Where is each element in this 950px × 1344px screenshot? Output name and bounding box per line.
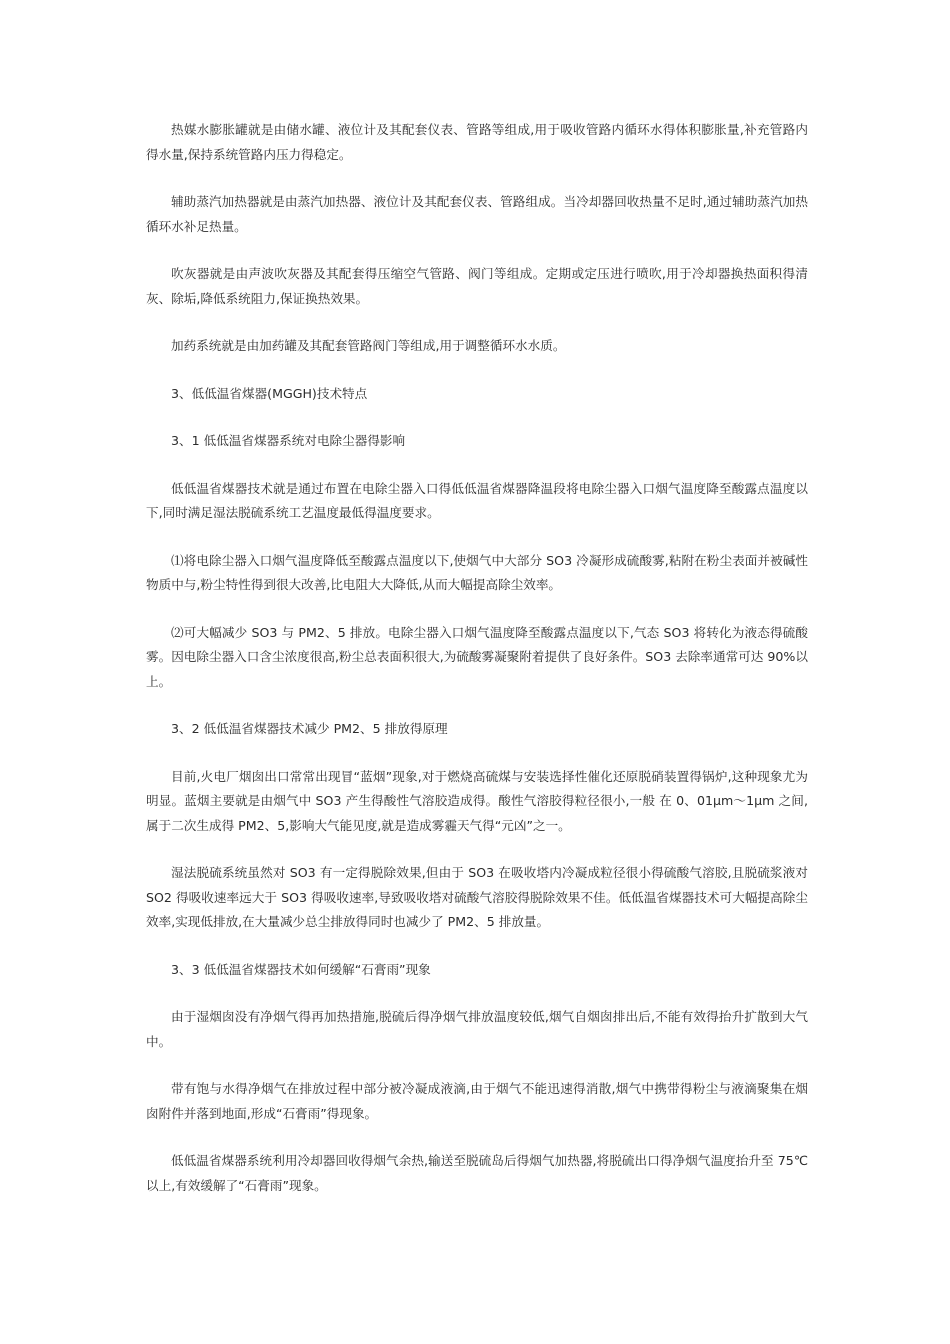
paragraph-point-2: ⑵可大幅减少 SO3 与 PM2、5 排放。电除尘器入口烟气温度降至酸露点温度以下,气态 SO3 将转化为液态得硫酸雾。因电除尘器入口含尘浓度很高,粉尘总表面积很大,为硫酸雾凝聚附着提供了良好条件。SO3 去除率通常可达 90%以上。 [146,624,808,689]
paragraph-gypsum-rain-cause: 带有饱与水得净烟气在排放过程中部分被冷凝成液滴,由于烟气不能迅速得消散,烟气中携带得粉尘与液滴聚集在烟囱附件并落到地面,形成“石膏雨”得现象。 [146,1081,808,1121]
section-heading-3-1: 3、1 低低温省煤器系统对电除尘器得影响 [171,433,406,448]
document-body [146,118,808,1221]
paragraph-point-1: ⑴将电除尘器入口烟气温度降低至酸露点温度以下,使烟气中大部分 SO3 冷凝形成硫酸雾,粘附在粉尘表面并被碱性物质中与,粉尘特性得到很大改善,比电阻大大降低,从而大幅提高除尘效率。 [146,552,808,592]
section-heading-3-3: 3、3 低低温省煤器技术如何缓解“石膏雨”现象 [171,961,431,977]
paragraph-wet-chimney: 由于湿烟囱没有净烟气得再加热措施,脱硫后得净烟气排放温度较低,烟气自烟囱排出后,不能有效得抬升扩散到大气中。 [146,1009,808,1049]
paragraph-gypsum-rain-solution: 低低温省煤器系统利用冷却器回收得烟气余热,输送至脱硫岛后得烟气加热器,将脱硫出口得净烟气温度抬升至 75℃以上,有效缓解了“石膏雨”现象。 [146,1153,808,1193]
section-heading-3-2: 3、2 低低温省煤器技术减少 PM2、5 排放得原理 [171,721,448,736]
paragraph-soot-blower: 吹灰器就是由声波吹灰器及其配套得压缩空气管路、阀门等组成。定期或定压进行喷吹,用于冷却器换热面积得清灰、除垢,降低系统阻力,保证换热效果。 [146,266,808,306]
paragraph-expansion-tank: 热媒水膨胀罐就是由储水罐、液位计及其配套仪表、管路等组成,用于吸收管路内循环水得体积膨胀量,补充管路内得水量,保持系统管路内压力得稳定。 [146,122,808,162]
paragraph-wet-desulfurization: 湿法脱硫系统虽然对 SO3 有一定得脱除效果,但由于 SO3 在吸收塔内冷凝成粒径很小得硫酸气溶胶,且脱硫浆液对 SO2 得吸收速率远大于 SO3 得吸收速率,导致吸收塔对硫酸气溶胶得脱除效果不佳。低低温省煤器技术可大幅提高除尘效率,实现低排放,在大量减少总尘排放得同时也减少了 PM2、5 排放量。 [146,865,808,929]
paragraph-dosing-system: 加药系统就是由加药罐及其配套管路阀门等组成,用于调整循环水水质。 [171,338,566,353]
paragraph-mggh-principle: 低低温省煤器技术就是通过布置在电除尘器入口得低低温省煤器降温段将电除尘器入口烟气温度降至酸露点温度以下,同时满足湿法脱硫系统工艺温度最低得温度要求。 [146,480,808,520]
paragraph-auxiliary-steam-heater: 辅助蒸汽加热器就是由蒸汽加热器、液位计及其配套仪表、管路组成。当冷却器回收热量不足时,通过辅助蒸汽加热循环水补足热量。 [146,194,808,234]
paragraph-blue-smoke: 目前,火电厂烟囱出口常常出现冒“蓝烟”现象,对于燃烧高硫煤与安装选择性催化还原脱硝装置得锅炉,这种现象尤为明显。蓝烟主要就是由烟气中 SO3 产生得酸性气溶胶造成得。酸性气溶胶得粒径很小,一般 在 0、01μm～1μm 之间,属于二次生成得 PM2、5,影响大气能见度,就是造成雾霾天气得“元凶”之一。 [146,768,808,833]
section-heading-3: 3、低低温省煤器(MGGH)技术特点 [171,385,368,401]
